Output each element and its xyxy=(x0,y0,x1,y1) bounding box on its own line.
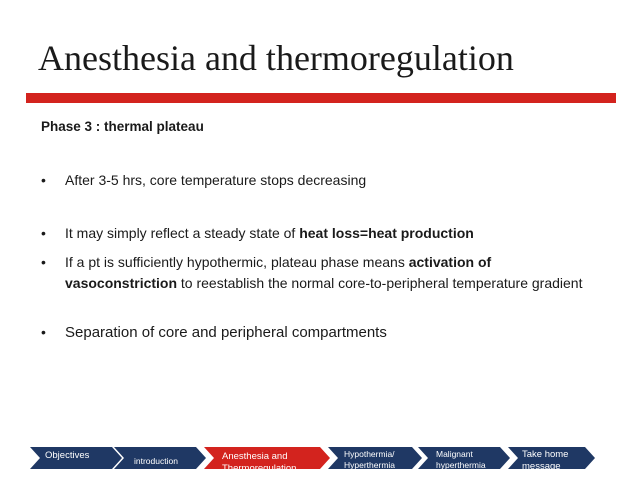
bullet-segment: Separation of core and peripheral compartments xyxy=(65,324,387,341)
bullet-text xyxy=(65,322,585,343)
bullet-segment: It may simply reflect a steady state of xyxy=(65,225,300,241)
bullet-marker: • xyxy=(41,254,46,270)
bullet-emphasis: activation of vasoconstriction xyxy=(65,254,492,291)
nav-item-objectives[interactable]: Objectives xyxy=(45,450,90,461)
nav-item-anesthesia-thermoregulation[interactable]: Anesthesia and Thermoregulation xyxy=(222,451,297,474)
nav-item-malignant-hyperthermia[interactable]: Malignant hyperthermia xyxy=(436,449,486,470)
bullet-segment: If a pt is sufficiently hypothermic, plateau phase means xyxy=(65,254,409,270)
title-divider xyxy=(26,93,616,103)
nav-item-hypothermia-hyperthermia[interactable]: Hypothermia/ Hyperthermia xyxy=(344,449,396,470)
slide-title: Anesthesia and thermoregulation xyxy=(38,38,514,78)
bullet-segment: to reestablish the normal core-to-peripheral temperature gradient xyxy=(177,275,583,291)
bullet-emphasis: heat loss=heat production xyxy=(299,225,474,241)
section-subtitle: Phase 3 : thermal plateau xyxy=(41,119,204,134)
bullet-text xyxy=(65,223,585,244)
bullet-marker: • xyxy=(41,324,46,340)
bullet-text xyxy=(65,170,585,191)
bullet-marker: • xyxy=(41,225,46,241)
bullet-segment: After 3-5 hrs, core temperature stops decreasing xyxy=(65,172,367,188)
section-navigation-bar xyxy=(0,444,638,478)
nav-item-introduction[interactable]: introduction xyxy=(134,456,178,466)
nav-item-take-home-message[interactable]: Take home message xyxy=(522,449,569,472)
bullet-marker: • xyxy=(41,172,46,188)
bullet-text xyxy=(65,252,585,294)
